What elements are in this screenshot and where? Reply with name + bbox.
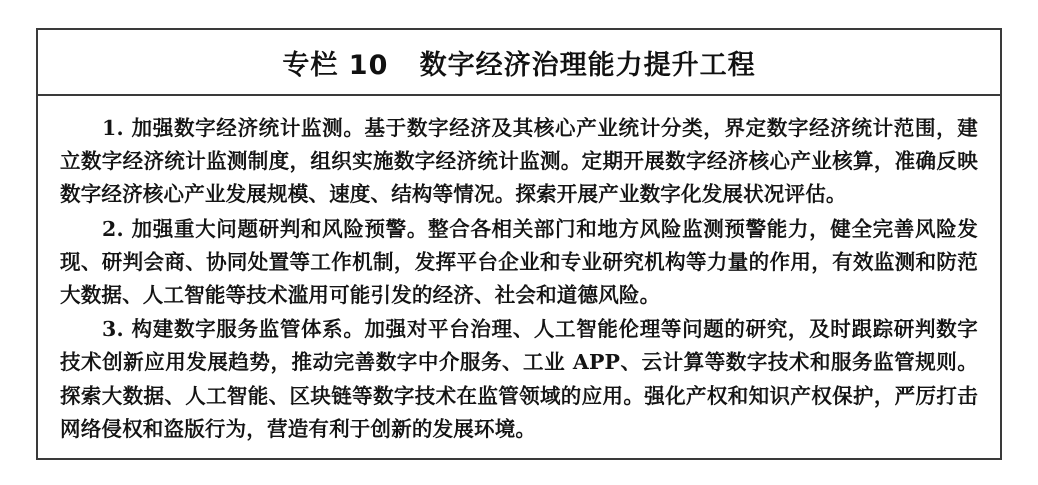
feature-box-body <box>38 96 1000 456</box>
paragraph-3: 3. 构建数字服务监管体系。加强对平台治理、人工智能伦理等问题的研究，及时跟踪研判数字技术创新应用发展趋势，推动完善数字中介服务、工业 APP、云计算等数字技术和服务监管规则。探索大数据、人工智能、区块链等数字技术在监管领域的应用。强化产权和知识产权保护，严厉打击网络侵权和盗版行为，营造有利于创新的发展环境。 <box>60 317 978 441</box>
feature-box-title: 专栏 10 数字经济治理能力提升工程 <box>282 49 756 81</box>
paragraph-2: 2. 加强重大问题研判和风险预警。整合各相关部门和地方风险监测预警能力，健全完善风险发现、研判会商、协同处置等工作机制，发挥平台企业和专业研究机构等力量的作用，有效监测和防范大数据、人工智能等技术滥用可能引发的经济、社会和道德风险。 <box>60 216 978 308</box>
feature-box <box>36 28 1002 460</box>
paragraph-1: 1. 加强数字经济统计监测。基于数字经济及其核心产业统计分类，界定数字经济统计范围，建立数字经济统计监测制度，组织实施数字经济统计监测。定期开展数字经济核心产业核算，准确反映数字经济核心产业发展规模、速度、结构等情况。探索开展产业数字化发展状况评估。 <box>60 116 978 207</box>
feature-box-header <box>38 30 1000 96</box>
